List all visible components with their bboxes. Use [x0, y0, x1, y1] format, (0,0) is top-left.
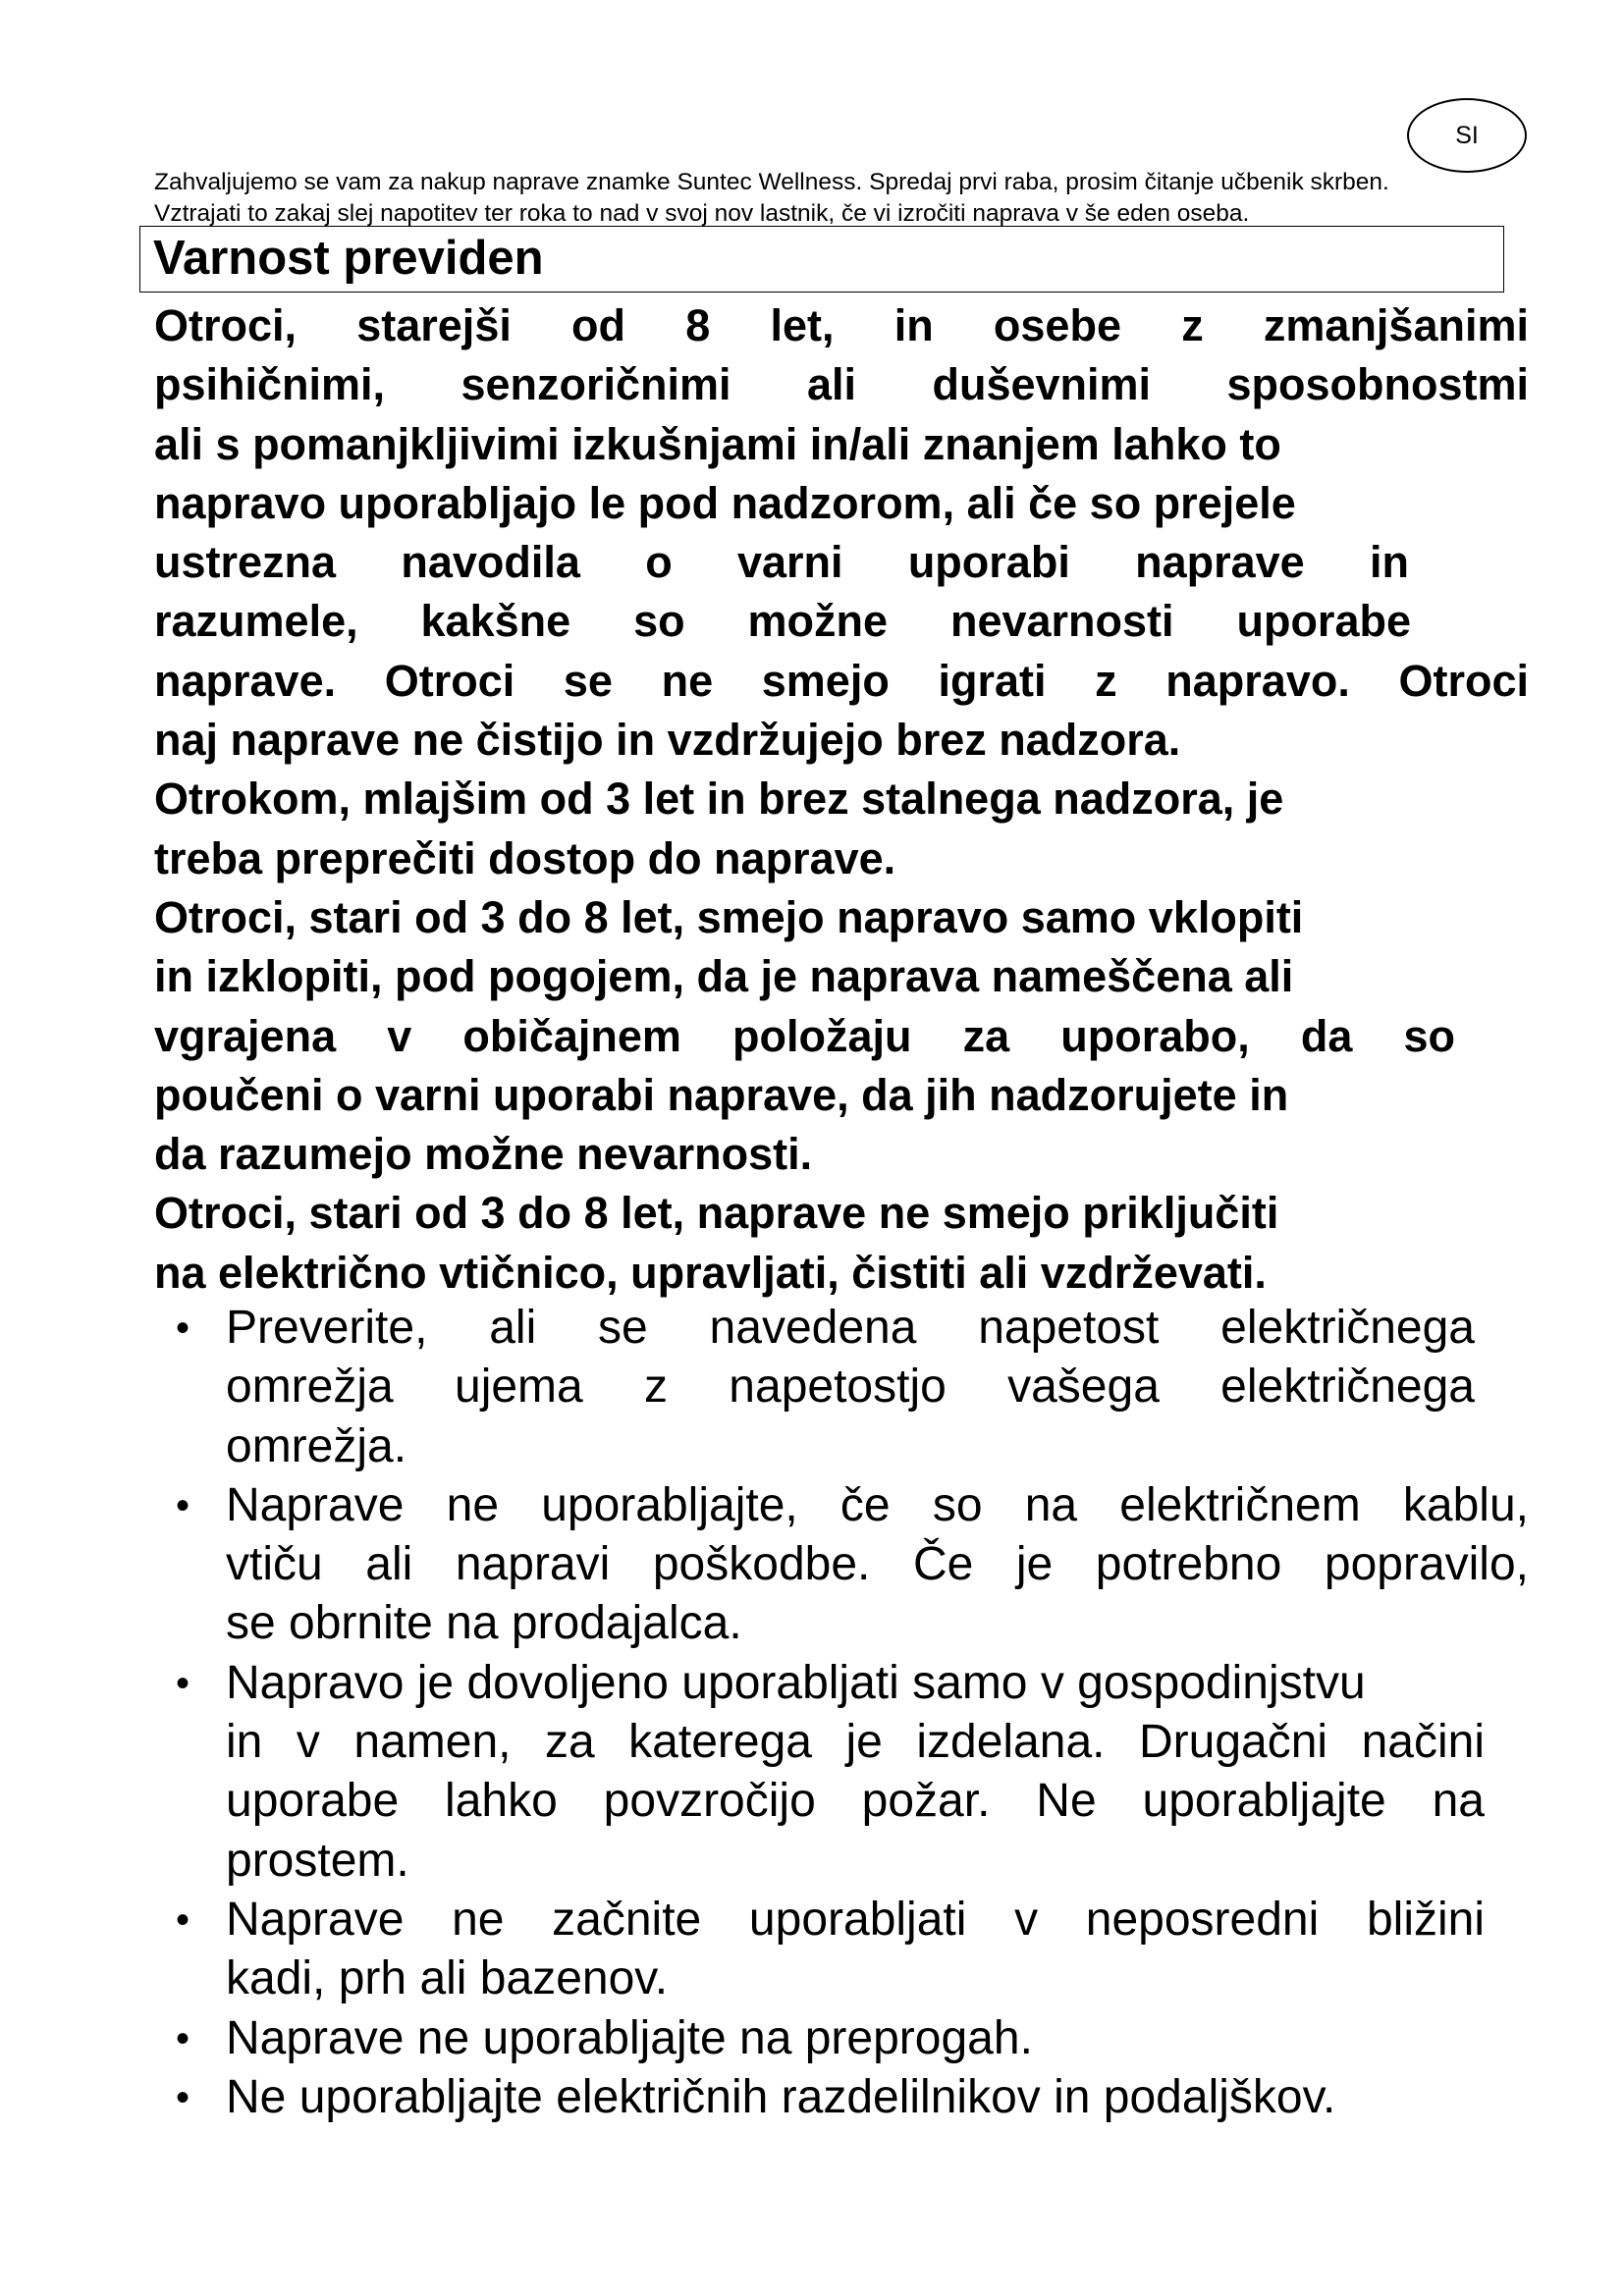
list-item-line: vtiču ali napravi poškodbe. Če je potrebno popravilo, [226, 1538, 1529, 1591]
list-item [154, 1476, 1529, 1654]
warning-line: poučeni o varni uporabi naprave, da jih nadzorujete in [154, 1069, 1289, 1120]
list-item [154, 1299, 1529, 1476]
warning-line: napravo uporabljajo le pod nadzorom, ali če so prejele [154, 477, 1296, 528]
list-item [154, 2009, 1529, 2068]
safety-bullet-list [154, 1299, 1529, 2127]
list-item-line: Naprave ne uporabljajte, če so na električnem kablu, [226, 1478, 1529, 1531]
warning-line: ali s pomanjkljivimi izkušnjami in/ali znanjem lahko to [154, 418, 1281, 469]
list-item-line: Napravo je dovoljeno uporabljati samo v gospodinjstvu [226, 1656, 1366, 1709]
language-badge: SI [1407, 98, 1527, 173]
warning-line: Otroci, stari od 3 do 8 let, smejo napravo samo vklopiti [154, 891, 1304, 942]
warning-line: razumele, kakšne so možne nevarnosti uporabe [154, 596, 1411, 647]
list-item-line: in v namen, za katerega je izdelana. Drugačni načini [226, 1716, 1485, 1769]
warning-line: da razumejo možne nevarnosti. [154, 1129, 813, 1180]
warning-line: naprave. Otroci se ne smejo igrati z napravo. Otroci [154, 655, 1529, 706]
warning-line: ustrezna navodila o varni uporabi naprave in [154, 537, 1409, 588]
list-item-line: se obrnite na prodajalca. [226, 1597, 742, 1650]
list-item-line: Naprave ne uporabljajte na preprogah. [226, 2011, 1033, 2064]
bullet-icon: • [176, 2075, 190, 2119]
warning-line: Otroci, stari od 3 do 8 let, naprave ne smejo priključiti [154, 1188, 1279, 1239]
warning-line: vgrajena v običajnem položaju za uporabo, da so [154, 1010, 1455, 1061]
list-item [154, 1654, 1529, 1891]
section-title: Varnost previden [153, 232, 544, 285]
warning-line: treba preprečiti dostop do naprave. [154, 832, 896, 883]
list-item [154, 2068, 1529, 2127]
intro-line: Zahvaljujemo se vam za nakup naprave znamke Suntec Wellness. Spredaj prvi raba, prosim čitanje učbenik skrben. [154, 169, 1389, 195]
list-item-line: prostem. [226, 1834, 409, 1887]
list-item-line: kadi, prh ali bazenov. [226, 1952, 669, 2005]
list-item [154, 1891, 1529, 2009]
list-item-line: Ne uporabljajte električnih razdelilnikov in podaljškov. [226, 2070, 1336, 2123]
warning-line: Otroci, starejši od 8 let, in osebe z zmanjšanimi [154, 300, 1529, 350]
intro-text [154, 167, 1529, 230]
warning-line: psihičnimi, senzoričnimi ali duševnimi sposobnostmi [154, 359, 1529, 410]
warning-line: Otrokom, mlajšim od 3 let in brez stalnega nadzora, je [154, 774, 1284, 825]
list-item-line: uporabe lahko povzročijo požar. Ne uporabljajte na [226, 1775, 1485, 1828]
bullet-icon: • [176, 1661, 190, 1705]
bullet-icon: • [176, 1483, 190, 1527]
safety-warning [154, 296, 1529, 1303]
bullet-icon: • [176, 2016, 190, 2060]
list-item-line: Naprave ne začnite uporabljati v neposredni bližini [226, 1893, 1485, 1946]
warning-line: naj naprave ne čistijo in vzdržujejo brez nadzora. [154, 715, 1181, 766]
warning-line: in izklopiti, pod pogojem, da je naprava nameščena ali [154, 951, 1294, 1002]
intro-line: Vztrajati to zakaj slej napotitev ter roka to nad v svoj nov lastnik, če vi izročiti naprava v še eden oseba. [154, 200, 1250, 227]
list-item-line: omrežja ujema z napetostjo vašega električnega [226, 1361, 1475, 1414]
list-item-line: omrežja. [226, 1419, 407, 1472]
bullet-icon: • [176, 1897, 190, 1942]
warning-line: na električno vtičnico, upravljati, čistiti ali vzdrževati. [154, 1247, 1267, 1298]
bullet-icon: • [176, 1307, 190, 1350]
list-item-line: Preverite, ali se navedena napetost električnega [226, 1302, 1475, 1354]
